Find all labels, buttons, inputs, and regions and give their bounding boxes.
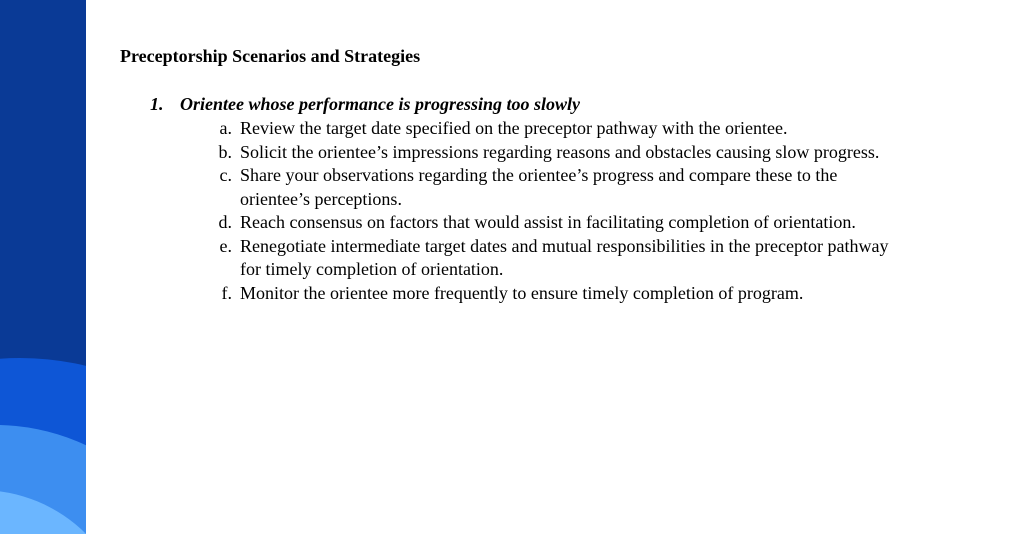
strategy-item-f: [206, 282, 906, 306]
section-heading-text: Orientee whose performance is progressing too slowly: [180, 94, 581, 114]
item-text: Share your observations regarding the orientee’s progress and compare these to the orientee’s perceptions.: [240, 165, 838, 209]
strategy-item-a: [206, 117, 906, 141]
strategy-item-b: [206, 141, 906, 165]
item-text: Reach consensus on factors that would assist in facilitating completion of orientation.: [240, 212, 856, 232]
item-marker: b.: [218, 141, 232, 162]
section-number: 1.: [150, 94, 164, 114]
item-marker: e.: [219, 235, 232, 256]
section-heading: [150, 93, 580, 115]
slide-title: Preceptorship Scenarios and Strategies: [120, 46, 421, 66]
item-text: Solicit the orientee’s impressions regarding reasons and obstacles causing slow progress.: [240, 141, 880, 162]
item-marker: d.: [218, 212, 232, 232]
item-marker: a.: [219, 118, 232, 138]
strategy-list: [206, 117, 906, 305]
item-text: Review the target date specified on the preceptor pathway with the orientee.: [240, 118, 788, 138]
item-text: Monitor the orientee more frequently to ensure timely completion of program.: [240, 282, 804, 303]
strategy-item-e: [206, 235, 906, 282]
item-marker: c.: [219, 165, 232, 185]
strategy-item-c: [206, 164, 906, 211]
item-text: Renegotiate intermediate target dates and mutual responsibilities in the preceptor pathway for timely completion of orientation.: [240, 235, 889, 279]
item-marker: f.: [221, 282, 232, 303]
strategy-item-d: [206, 211, 906, 235]
